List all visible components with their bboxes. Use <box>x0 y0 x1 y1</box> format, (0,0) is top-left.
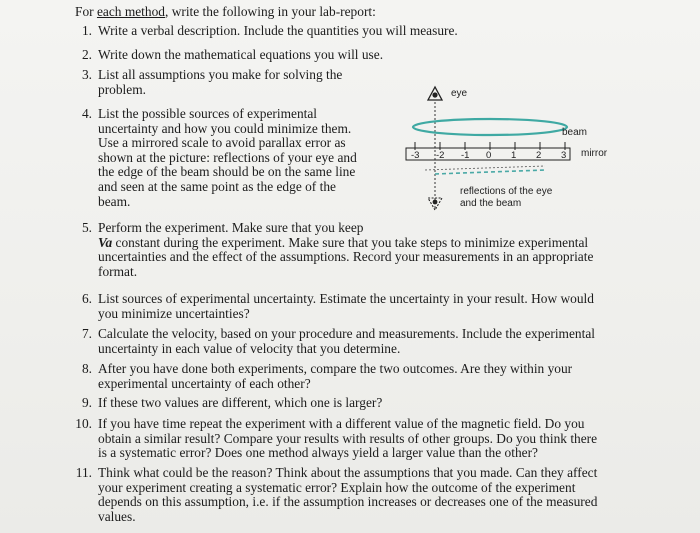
item-number: 1. <box>81 23 92 38</box>
item-number: 11. <box>75 465 92 480</box>
item-line: is a systematic error? Does one method always yield a larger value than the other? <box>98 445 538 461</box>
intro-emphasis: each method <box>96 4 165 19</box>
item-line: shown at the picture: reflections of your eye and <box>98 149 357 165</box>
item-number: 5. <box>81 220 92 235</box>
reflection-label-1: reflections of the eye <box>460 186 553 197</box>
item-text: If these two values are different, which one is larger? <box>98 395 383 410</box>
item-line: problem. <box>98 81 146 97</box>
item-line: values. <box>98 508 136 524</box>
item-text <box>98 327 595 356</box>
item-line: Use a mirrored scale to avoid parallax error as <box>98 135 346 151</box>
item-text <box>98 68 342 97</box>
item-text <box>98 221 593 279</box>
scale-tick-label: 3 <box>561 150 567 161</box>
item-line: obtain a similar result? Compare your results with results of other groups. Do you think there <box>98 430 598 446</box>
parallax-diagram-svg <box>395 82 625 222</box>
item-text <box>98 466 597 524</box>
item-line: depends on this assumption, i.e. if the assumption increases or decreases one of the measured <box>98 494 598 510</box>
item-line: format. <box>98 263 138 279</box>
item-number: 9. <box>81 395 92 410</box>
item-number: 2. <box>81 47 92 62</box>
item-number: 8. <box>81 361 92 376</box>
item-text <box>98 107 357 209</box>
beam-reflection <box>435 170 545 174</box>
item-line: uncertainty and how you could minimize them. <box>98 120 352 136</box>
item-number: 6. <box>81 291 92 306</box>
item-text <box>98 362 572 391</box>
item-line: you minimize uncertainties? <box>98 305 250 321</box>
mirror-label: mirror <box>581 148 608 159</box>
item-number: 10. <box>75 416 92 431</box>
scale-tick-label: -1 <box>461 150 470 161</box>
scale-tick-label: -3 <box>411 150 420 161</box>
item-line-rest: constant during the experiment. Make sure that you take steps to minimize experimental <box>115 234 589 250</box>
scale-tick-label: 2 <box>536 150 542 161</box>
scale-ticks <box>411 142 566 161</box>
item-text: Write down the mathematical equations you will use. <box>98 47 384 62</box>
item-line: and seen at the same point as the edge of the <box>98 178 336 194</box>
intro-suffix: , write the following in your lab-report: <box>165 4 376 19</box>
item-line: Perform the experiment. Make sure that you keep <box>98 220 364 235</box>
item-line <box>98 236 593 251</box>
item-text: Write a verbal description. Include the quantities you will measure. <box>98 23 458 38</box>
item-line: Think what could be the reason? Think about the assumptions that you made. Can they affect <box>98 465 598 480</box>
item-line: beam. <box>98 193 131 209</box>
item-line: your experiment creating a systematic error? Explain how the outcome of the experiment <box>98 479 576 495</box>
parallax-diagram <box>395 82 625 222</box>
reflected-eye-icon <box>428 198 442 210</box>
item-line: After you have done both experiments, compare the two outcomes. Are they within your <box>98 361 573 376</box>
item-line: uncertainties and the effect of the assumptions. Record your measurements in an appropriate <box>98 249 594 265</box>
eye-label: eye <box>451 88 468 99</box>
eye-reflection-line <box>425 166 545 170</box>
item-line: List the possible sources of experimental <box>98 106 318 121</box>
reflection-label-2: and the beam <box>460 198 522 209</box>
item-text <box>98 417 597 461</box>
item-line: Calculate the velocity, based on your procedure and measurements. Include the experimental <box>98 326 595 341</box>
beam-label: beam <box>562 127 588 138</box>
scale-tick-label: -2 <box>436 150 445 161</box>
item-line: the edge of the beam should be on the same line <box>98 164 356 180</box>
beam-ring <box>413 119 567 135</box>
scale-tick-label: 0 <box>486 150 492 161</box>
intro-prefix: For <box>75 4 97 19</box>
item-number: 3. <box>81 67 92 82</box>
intro-line <box>75 4 376 20</box>
eye-icon <box>428 87 442 100</box>
item-line: List all assumptions you make for solving the <box>98 67 343 82</box>
item-line: List sources of experimental uncertainty. Estimate the uncertainty in your result. How would <box>98 291 594 306</box>
va-symbol: Va <box>98 234 113 250</box>
item-text <box>98 292 594 321</box>
item-number: 7. <box>81 326 92 341</box>
item-line: If you have time repeat the experiment with a different value of the magnetic field. Do you <box>98 416 585 431</box>
item-line: uncertainty in each value of velocity that you determine. <box>98 340 401 356</box>
item-number: 4. <box>81 106 92 121</box>
scale-tick-label: 1 <box>511 150 517 161</box>
item-line: experimental uncertainty of each other? <box>98 375 311 391</box>
